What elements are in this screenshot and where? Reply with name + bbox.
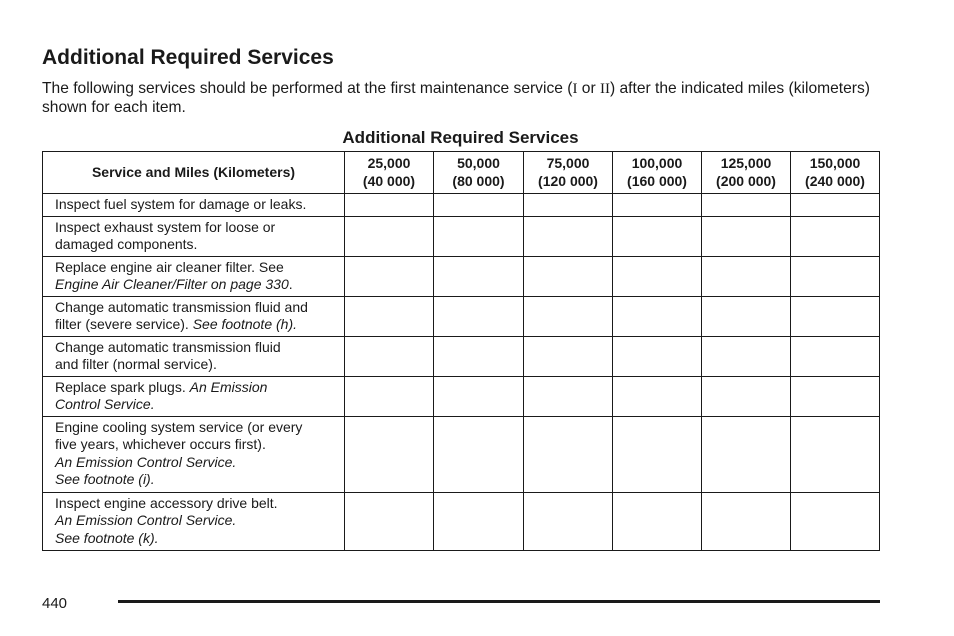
footer-rule	[118, 600, 880, 603]
cross-reference: Engine Air Cleaner/Filter on page 330	[55, 276, 289, 293]
service-check-cell	[702, 417, 791, 493]
table-header-row	[43, 152, 880, 194]
service-check-cell	[791, 297, 880, 337]
service-check-cell	[524, 297, 613, 337]
table-row	[43, 194, 880, 217]
service-check-cell	[345, 377, 434, 417]
maintenance-service-two: II	[599, 81, 610, 97]
mileage-miles: 75,000	[546, 155, 590, 171]
table-row	[43, 297, 880, 337]
mileage-km: (160 000)	[627, 172, 687, 189]
table-row	[43, 493, 880, 551]
service-check-cell	[613, 377, 702, 417]
service-check-cell	[702, 493, 791, 551]
mileage-miles: 125,000	[720, 155, 772, 171]
mileage-km: (80 000)	[452, 172, 505, 189]
footnote-reference: See footnote (i).	[55, 470, 155, 487]
page-number: 440	[42, 595, 68, 612]
mileage-km: (120 000)	[538, 172, 598, 189]
service-check-cell	[434, 297, 524, 337]
service-check-cell	[345, 297, 434, 337]
description-line: Change automatic transmission fluid	[55, 339, 281, 355]
intro-text-start: The following services should be performed at the first maintenance service (	[42, 80, 573, 97]
description-line: Replace engine air cleaner filter. See	[55, 259, 284, 275]
service-check-cell	[434, 337, 524, 377]
mileage-km: (40 000)	[362, 172, 416, 189]
service-check-cell	[524, 337, 613, 377]
service-check-cell	[524, 257, 613, 297]
service-check-cell	[434, 377, 524, 417]
service-check-cell	[791, 257, 880, 297]
service-description	[43, 217, 345, 257]
service-check-cell	[434, 493, 524, 551]
service-check-cell	[791, 377, 880, 417]
service-check-cell	[791, 194, 880, 217]
service-check-cell	[524, 194, 613, 217]
service-check-cell	[613, 257, 702, 297]
service-description	[43, 377, 345, 417]
mileage-miles: 25,000	[367, 155, 411, 171]
service-check-cell	[345, 194, 434, 217]
footnote-reference: See footnote (k).	[55, 529, 159, 546]
table-row	[43, 377, 880, 417]
table-caption: Additional Required Services	[342, 128, 579, 147]
description-line: Change automatic transmission fluid and	[55, 299, 308, 315]
mileage-column-header	[613, 152, 702, 194]
table-row	[43, 417, 880, 493]
service-check-cell	[613, 337, 702, 377]
description-line: Inspect fuel system for damage or leaks.	[55, 196, 307, 212]
emission-note: An Emission	[189, 379, 268, 395]
service-check-cell	[524, 417, 613, 493]
service-check-cell	[702, 297, 791, 337]
service-check-cell	[791, 417, 880, 493]
service-check-cell	[613, 194, 702, 217]
service-check-cell	[434, 217, 524, 257]
service-check-cell	[791, 493, 880, 551]
service-check-cell	[345, 493, 434, 551]
mileage-column-header	[345, 152, 434, 194]
service-check-cell	[702, 337, 791, 377]
description-line: five years, whichever occurs first).	[55, 436, 266, 453]
service-check-cell	[702, 257, 791, 297]
service-description	[43, 417, 345, 493]
mileage-column-header	[434, 152, 524, 194]
mileage-km: (240 000)	[805, 172, 865, 189]
description-line: Inspect exhaust system for loose or	[55, 219, 276, 235]
mileage-miles: 50,000	[457, 155, 500, 171]
emission-note: Control Service.	[55, 396, 155, 413]
service-check-cell	[434, 417, 524, 493]
description-text: Replace spark plugs.	[55, 379, 190, 395]
service-description	[43, 337, 345, 377]
service-check-cell	[613, 417, 702, 493]
service-check-cell	[702, 194, 791, 217]
service-check-cell	[345, 417, 434, 493]
service-check-cell	[524, 493, 613, 551]
service-description	[43, 257, 345, 297]
description-line: Inspect engine accessory drive belt.	[55, 495, 278, 511]
service-check-cell	[345, 217, 434, 257]
intro-text-end: ) after the indicated miles (kilometers) shown for each item.	[42, 80, 870, 116]
service-check-cell	[524, 217, 613, 257]
service-check-cell	[345, 257, 434, 297]
mileage-miles: 150,000	[809, 155, 861, 171]
service-check-cell	[524, 377, 613, 417]
description-line	[55, 276, 340, 293]
description-punctuation: .	[288, 276, 293, 293]
service-check-cell	[702, 217, 791, 257]
description-line: damaged components.	[55, 236, 198, 253]
table-row	[43, 217, 880, 257]
footnote-reference: See footnote (h).	[192, 316, 297, 333]
service-check-cell	[702, 377, 791, 417]
table-row	[43, 337, 880, 377]
mileage-column-header	[702, 152, 791, 194]
table-row	[43, 257, 880, 297]
emission-note: An Emission Control Service.	[55, 453, 237, 470]
service-description	[43, 297, 345, 337]
service-check-cell	[434, 257, 524, 297]
description-text: filter (severe service).	[55, 316, 193, 333]
mileage-miles: 100,000	[631, 155, 683, 171]
description-line: and filter (normal service).	[55, 356, 217, 373]
description-line: Engine cooling system service (or every	[55, 419, 303, 435]
service-check-cell	[613, 217, 702, 257]
intro-text-or: or	[577, 80, 600, 97]
emission-note: An Emission Control Service.	[55, 512, 237, 529]
page-heading: Additional Required Services	[42, 46, 334, 69]
service-description	[43, 194, 345, 217]
service-check-cell	[613, 297, 702, 337]
service-check-cell	[613, 493, 702, 551]
service-check-cell	[434, 194, 524, 217]
maintenance-service-one: I	[572, 81, 578, 97]
description-line	[55, 316, 340, 333]
mileage-km: (200 000)	[716, 172, 776, 189]
intro-paragraph	[42, 80, 892, 117]
service-column-header: Service and Miles (Kilometers)	[43, 152, 345, 194]
mileage-column-header	[524, 152, 613, 194]
service-check-cell	[345, 337, 434, 377]
description-line	[55, 379, 340, 396]
service-description	[43, 493, 345, 551]
services-table	[42, 151, 880, 551]
service-check-cell	[791, 217, 880, 257]
mileage-column-header	[791, 152, 880, 194]
service-check-cell	[791, 337, 880, 377]
